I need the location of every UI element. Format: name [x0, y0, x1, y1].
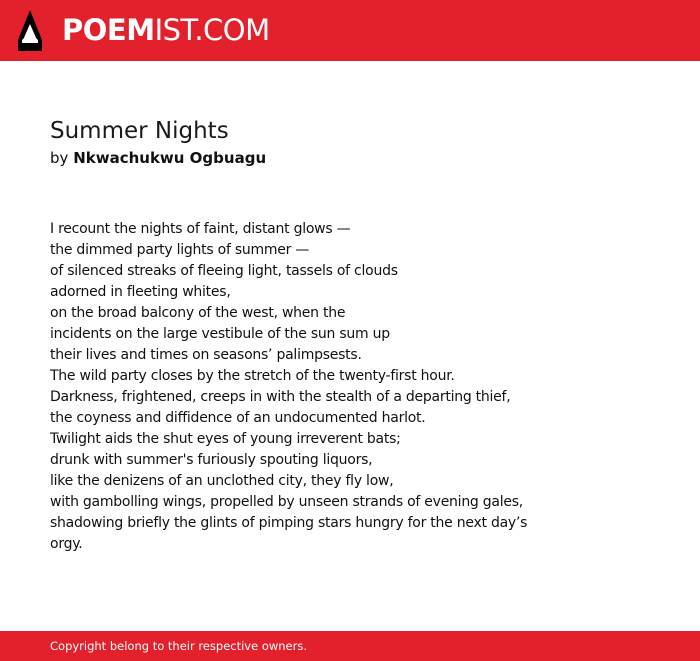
site-footer — [0, 631, 700, 661]
poem-line: with gambolling wings, propelled by unseen strands of evening gales, — [50, 494, 523, 510]
poem-byline — [50, 148, 670, 168]
site-logo[interactable] — [62, 12, 270, 48]
poem-line: Darkness, frightened, creeps in with the stealth of a departing thief, — [50, 389, 511, 405]
poem-line: on the broad balcony of the west, when the — [50, 305, 346, 321]
poem-line: The wild party closes by the stretch of the twenty-first hour. — [50, 368, 455, 384]
poem-line: their lives and times on seasons’ palimpsests. — [50, 347, 362, 363]
poem-line: I recount the nights of faint, distant glows — — [50, 221, 351, 237]
poem-line: of silenced streaks of fleeing light, tassels of clouds — [50, 263, 398, 279]
poem-line: Twilight aids the shut eyes of young irreverent bats; — [50, 431, 401, 447]
poem-line: shadowing briefly the glints of pimping stars hungry for the next day’s — [50, 515, 528, 531]
poem-author: Nkwachukwu Ogbuagu — [73, 149, 267, 167]
poem-line: orgy. — [50, 536, 83, 552]
poem-heading — [50, 115, 670, 168]
poem-line: incidents on the large vestibule of the sun sum up — [50, 326, 390, 342]
by-label: by — [50, 149, 69, 167]
poem-line: adorned in fleeting whites, — [50, 284, 231, 300]
pencil-tip-icon[interactable] — [18, 10, 42, 51]
poem-line: the dimmed party lights of summer — — [50, 242, 310, 258]
logo-light-text: IST.COM — [154, 13, 270, 47]
poem-title: Summer Nights — [50, 118, 229, 144]
copyright-text: Copyright belong to their respective owners. — [50, 639, 308, 653]
poem-body — [50, 219, 670, 555]
logo-bold-text: POEM — [62, 13, 155, 47]
poem-line: drunk with summer's furiously spouting liquors, — [50, 452, 373, 468]
poem-line: like the denizens of an unclothed city, they fly low, — [50, 473, 394, 489]
site-header — [0, 0, 700, 61]
poem-line: the coyness and diffidence of an undocumented harlot. — [50, 410, 426, 426]
